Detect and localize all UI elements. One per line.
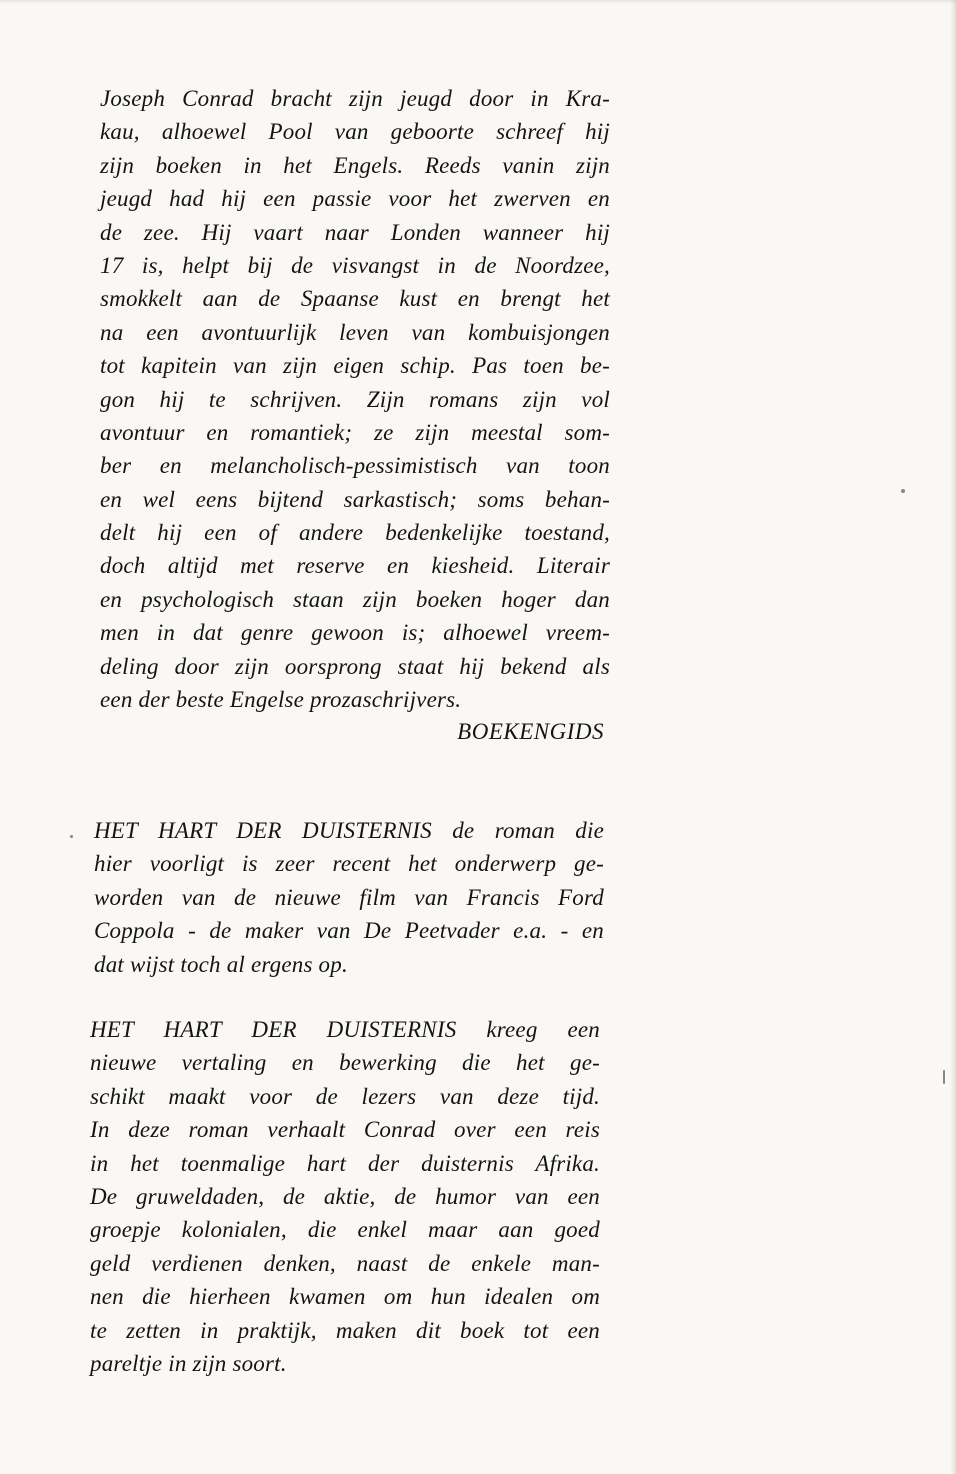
blurb-line: de zee. Hij vaart naar Londen wanneer hij — [100, 219, 610, 245]
translation-note-line: in het toenmalige hart der duisternis Afrika. — [90, 1150, 600, 1176]
blurb-line: en wel eens bijtend sarkastisch; soms behan- — [100, 486, 610, 512]
translation-note — [90, 1013, 600, 1380]
translation-note-line: schikt maakt voor de lezers van deze tijd. — [90, 1083, 600, 1109]
blurb-line: en psychologisch staan zijn boeken hoger dan — [100, 586, 610, 612]
page-top-edge — [0, 0, 956, 4]
blurb-line: deling door zijn oorsprong staat hij bekend als — [100, 653, 610, 679]
blurb-line: kau, alhoewel Pool van geboorte schreef hij — [100, 119, 610, 145]
blurb-source: BOEKENGIDS — [457, 719, 604, 744]
translation-note-line: HET HART DER DUISTERNIS kreeg een — [90, 1017, 600, 1042]
paper-speck — [943, 1070, 945, 1084]
page-right-edge — [950, 0, 956, 1474]
blurb-line: gon hij te schrijven. Zijn romans zijn vol — [100, 386, 610, 412]
film-note — [94, 814, 604, 981]
blurb-line: men in dat genre gewoon is; alhoewel vreem- — [100, 620, 610, 646]
blurb-line: een der beste Engelse prozaschrijvers. — [100, 687, 462, 713]
film-note-line: Coppola - de maker van De Peetvader e.a. - en — [94, 918, 604, 944]
blurb-line: zijn boeken in het Engels. Reeds vanin zijn — [100, 152, 610, 178]
blurb-line: tot kapitein van zijn eigen schip. Pas toen be- — [100, 353, 610, 379]
translation-note-line: groepje kolonialen, die enkel maar aan goed — [90, 1217, 600, 1243]
paper-speck — [70, 835, 73, 838]
blurb-line: 17 is, helpt bij de visvangst in de Noordzee, — [100, 252, 610, 278]
blurb-line: doch altijd met reserve en kiesheid. Literair — [100, 553, 610, 579]
blurb-line: jeugd had hij een passie voor het zwerven en — [100, 186, 610, 212]
translation-note-line: nieuwe vertaling en bewerking die het ge- — [90, 1050, 600, 1076]
author-blurb — [100, 82, 610, 716]
film-note-line: HET HART DER DUISTERNIS de roman die — [94, 818, 604, 843]
translation-note-line: te zetten in praktijk, maken dit boek tot een — [90, 1317, 600, 1343]
blurb-line: ber en melancholisch-pessimistisch van toon — [100, 453, 610, 479]
translation-note-line: geld verdienen denken, naast de enkele man- — [90, 1250, 600, 1276]
translation-note-line: nen die hierheen kwamen om hun idealen om — [90, 1284, 600, 1310]
translation-note-line: pareltje in zijn soort. — [90, 1350, 287, 1376]
film-note-line: dat wijst toch al ergens op. — [94, 951, 348, 977]
blurb-line: Joseph Conrad bracht zijn jeugd door in Kra- — [100, 86, 610, 111]
film-note-line: worden van de nieuwe film van Francis Ford — [94, 884, 604, 910]
blurb-line: na een avontuurlijk leven van kombuisjongen — [100, 319, 610, 345]
blurb-line: smokkelt aan de Spaanse kust en brengt het — [100, 286, 610, 312]
blurb-line: avontuur en romantiek; ze zijn meestal som- — [100, 419, 610, 445]
film-note-line: hier voorligt is zeer recent het onderwerp ge- — [94, 851, 604, 877]
translation-note-line: In deze roman verhaalt Conrad over een reis — [90, 1117, 600, 1143]
paper-speck — [901, 489, 905, 493]
blurb-line: delt hij een of andere bedenkelijke toestand, — [100, 520, 610, 546]
translation-note-line: De gruweldaden, de aktie, de humor van een — [90, 1183, 600, 1209]
